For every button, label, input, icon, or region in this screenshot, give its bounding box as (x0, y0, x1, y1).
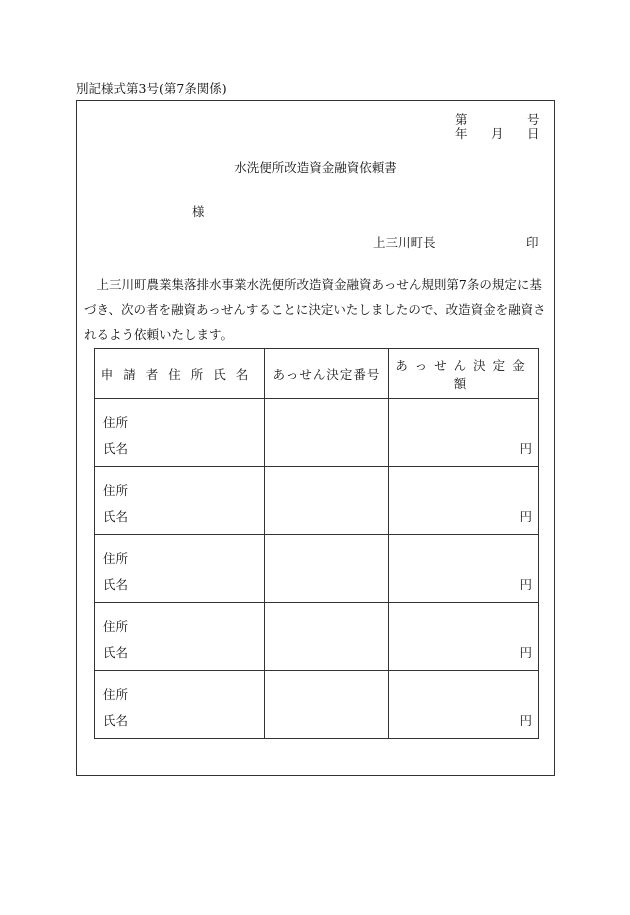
decision-amount-cell[interactable] (389, 603, 539, 671)
name-label: 氏名 (103, 577, 129, 592)
document-title: 水洗便所改造資金融資依頼書 (234, 160, 397, 175)
applicant-cell[interactable] (95, 467, 265, 535)
number-prefix: 第 (455, 112, 468, 127)
decision-amount-cell[interactable] (389, 399, 539, 467)
address-label: 住所 (103, 687, 129, 702)
table-header-row (95, 349, 539, 399)
applicant-cell[interactable] (95, 535, 265, 603)
decision-number-cell[interactable] (265, 467, 389, 535)
table-row (95, 603, 539, 671)
table-row (95, 671, 539, 739)
form-number: 別記様式第3号(第7条関係) (76, 81, 227, 96)
address-label: 住所 (103, 483, 129, 498)
decision-number-cell[interactable] (265, 671, 389, 739)
yen-unit: 円 (519, 509, 532, 524)
table-row (95, 535, 539, 603)
header-applicant: 申請者住所氏名 (95, 349, 265, 399)
decision-number-cell[interactable] (265, 603, 389, 671)
address-label: 住所 (103, 551, 129, 566)
applicant-table (94, 348, 539, 739)
name-label: 氏名 (103, 645, 129, 660)
address-label: 住所 (103, 415, 129, 430)
addressee-suffix: 様 (192, 204, 205, 219)
decision-amount-cell[interactable] (389, 535, 539, 603)
number-suffix: 号 (527, 112, 540, 127)
applicant-cell[interactable] (95, 399, 265, 467)
yen-unit: 円 (519, 577, 532, 592)
seal-mark: 印 (526, 235, 539, 250)
header-decision-amount: あっせん決定金額 (389, 349, 539, 399)
yen-unit: 円 (519, 713, 532, 728)
month-label: 月 (491, 126, 504, 141)
name-label: 氏名 (103, 441, 129, 456)
year-label: 年 (455, 126, 468, 141)
table-row (95, 467, 539, 535)
yen-unit: 円 (519, 441, 532, 456)
day-label: 日 (527, 126, 540, 141)
decision-number-cell[interactable] (265, 535, 389, 603)
decision-amount-cell[interactable] (389, 671, 539, 739)
applicant-cell[interactable] (95, 603, 265, 671)
decision-number-cell[interactable] (265, 399, 389, 467)
name-label: 氏名 (103, 713, 129, 728)
yen-unit: 円 (519, 645, 532, 660)
header-decision-number: あっせん決定番号 (265, 349, 389, 399)
table-row (95, 399, 539, 467)
decision-amount-cell[interactable] (389, 467, 539, 535)
body-text: 上三川町農業集落排水事業水洗便所改造資金融資あっせん規則第7条の規定に基づき、次の者を融資あっせんすることに決定いたしましたので、改造資金を融資されるよう依頼いたします。 (84, 277, 546, 342)
issuer-name: 上三川町長 (373, 235, 436, 250)
applicant-cell[interactable] (95, 671, 265, 739)
name-label: 氏名 (103, 509, 129, 524)
address-label: 住所 (103, 619, 129, 634)
document-frame (76, 100, 555, 776)
